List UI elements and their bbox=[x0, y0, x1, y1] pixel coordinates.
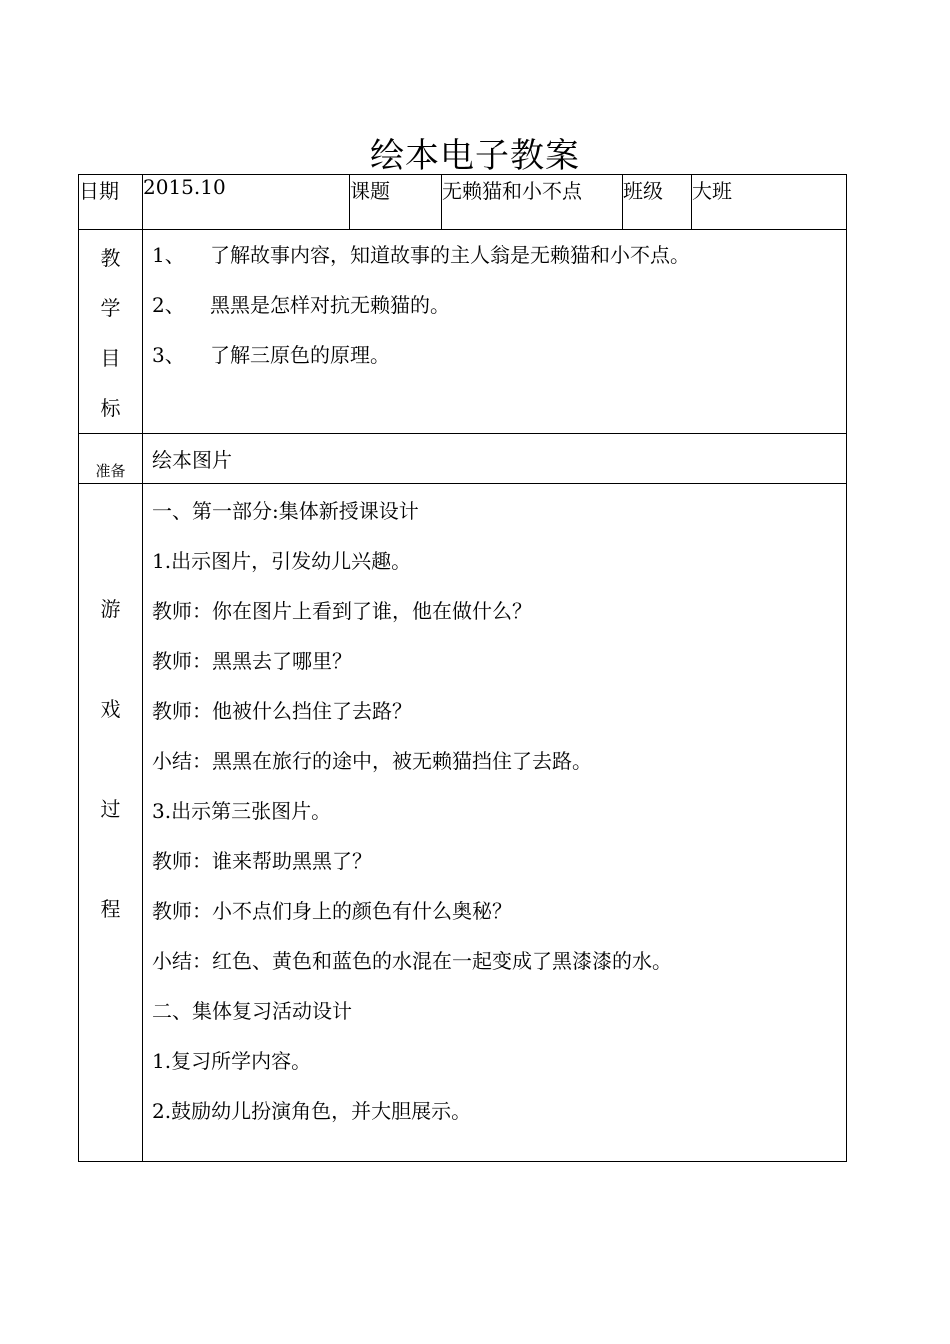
process-row bbox=[79, 484, 847, 1162]
process-line: 教师：谁来帮助黑黑了？ bbox=[152, 849, 372, 873]
process-line: 小结：红色、黄色和蓝色的水混在一起变成了黑漆漆的水。 bbox=[152, 949, 672, 973]
goals-label-char: 教 bbox=[100, 246, 121, 270]
process-line: 教师：你在图片上看到了谁，他在做什么？ bbox=[152, 599, 532, 623]
topic-value: 无赖猫和小不点 bbox=[442, 175, 623, 230]
topic-label: 课题 bbox=[350, 175, 442, 230]
goals-label-char: 目 bbox=[100, 346, 121, 370]
preparation-row bbox=[79, 434, 847, 484]
goals-label-char: 标 bbox=[100, 396, 121, 420]
process-label-char: 过 bbox=[100, 797, 121, 821]
process-label-char: 游 bbox=[100, 597, 121, 621]
process-label-char: 戏 bbox=[100, 697, 121, 721]
goals-label-char: 学 bbox=[100, 296, 121, 320]
preparation-label: 准备 bbox=[79, 434, 143, 484]
header-row bbox=[79, 175, 847, 230]
process-line: 2.鼓励幼儿扮演角色，并大胆展示。 bbox=[152, 1099, 472, 1123]
process-line: 一、第一部分:集体新授课设计 bbox=[152, 499, 419, 523]
process-line: 教师：小不点们身上的颜色有什么奥秘？ bbox=[152, 899, 512, 923]
process-label-char: 程 bbox=[100, 897, 121, 921]
process-line: 3.出示第三张图片。 bbox=[152, 799, 332, 823]
process-line: 1.复习所学内容。 bbox=[152, 1049, 312, 1073]
class-value: 大班 bbox=[692, 175, 847, 230]
process-content bbox=[143, 484, 847, 1162]
goal-item: 2、 黑黑是怎样对抗无赖猫的。 bbox=[152, 293, 450, 317]
date-value: 2015.10 bbox=[143, 175, 350, 230]
date-label: 日期 bbox=[79, 175, 143, 230]
process-line: 二、集体复习活动设计 bbox=[152, 999, 352, 1023]
process-line: 1.出示图片，引发幼儿兴趣。 bbox=[152, 549, 412, 573]
goal-item: 3、 了解三原色的原理。 bbox=[152, 343, 390, 367]
goals-row bbox=[79, 230, 847, 434]
goals-label bbox=[79, 230, 143, 434]
goal-item: 1、 了解故事内容，知道故事的主人翁是无赖猫和小不点。 bbox=[152, 243, 690, 267]
process-line: 教师：他被什么挡住了去路？ bbox=[152, 699, 412, 723]
goals-content bbox=[143, 230, 847, 434]
process-line: 小结：黑黑在旅行的途中，被无赖猫挡住了去路。 bbox=[152, 749, 592, 773]
process-label bbox=[79, 484, 143, 1162]
document-title: 绘本电子教案 bbox=[370, 136, 580, 176]
class-label: 班级 bbox=[623, 175, 692, 230]
preparation-value: 绘本图片 bbox=[143, 434, 847, 484]
lesson-plan-table bbox=[78, 174, 847, 1162]
process-line: 教师：黑黑去了哪里？ bbox=[152, 649, 352, 673]
